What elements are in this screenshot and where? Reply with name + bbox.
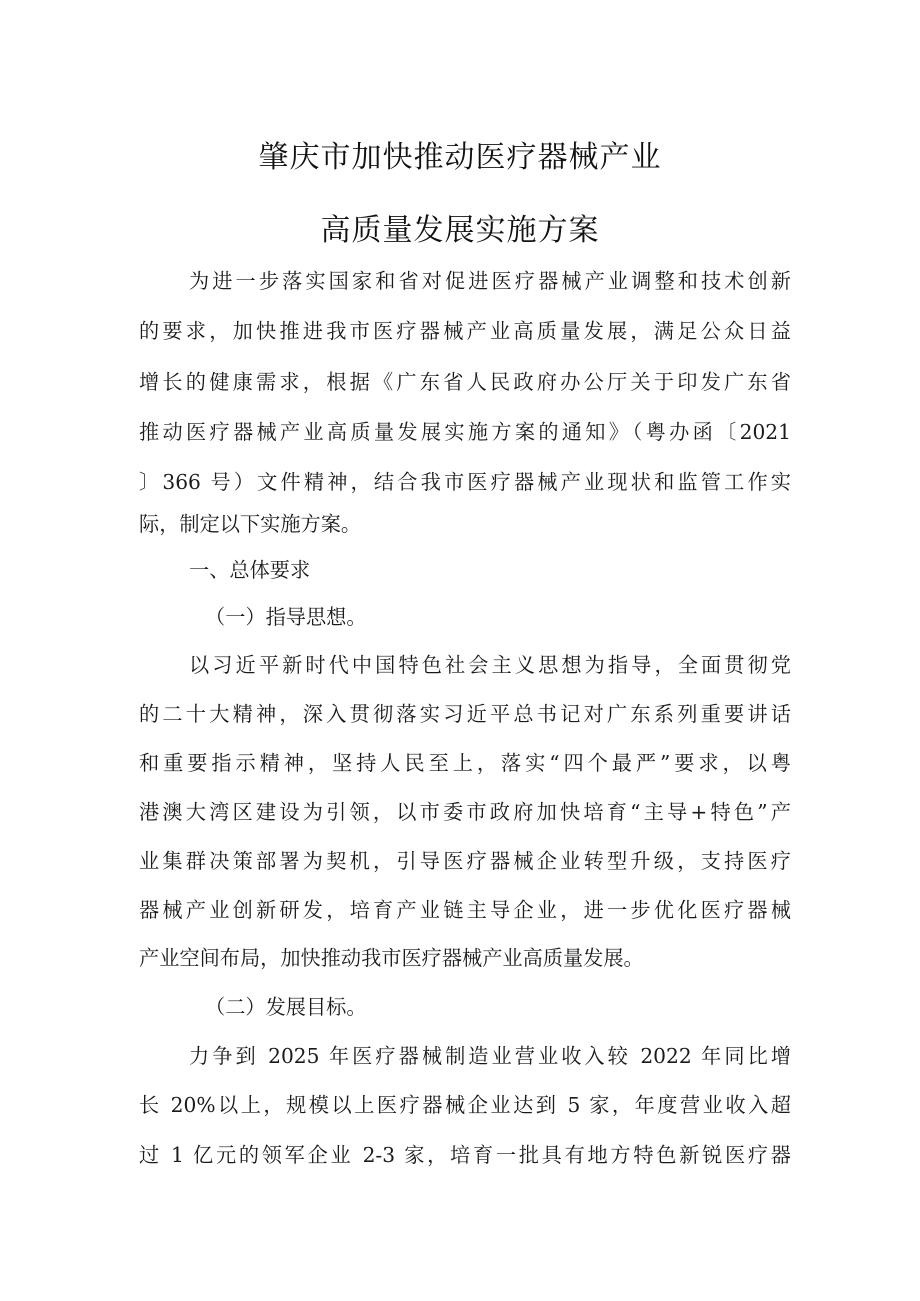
body-line: 力争到 2025 年医疗器械制造业营业收入较 2022 年同比增: [189, 1044, 791, 1068]
body-line: 和重要指示精神，坚持人民至上，落实“四个最严”要求，以粤: [139, 751, 791, 775]
subsection-heading: （二）发展目标。: [205, 995, 367, 1019]
body-line: 长 20%以上，规模以上医疗器械企业达到 5 家，年度营业收入超: [139, 1093, 791, 1117]
body-line: 的二十大精神，深入贯彻落实习近平总书记对广东系列重要讲话: [139, 702, 791, 726]
body-line: 业集群决策部署为契机，引导医疗器械企业转型升级，支持医疗: [139, 849, 791, 873]
intro-line: 推动医疗器械产业高质量发展实施方案的通知》（粤办函〔2021: [139, 420, 791, 444]
subsection-heading: （一）指导思想。: [205, 605, 367, 629]
section-heading: 一、总体要求: [189, 558, 311, 582]
body-line: 产业空间布局，加快推动我市医疗器械产业高质量发展。: [139, 946, 644, 970]
body-line: 器械产业创新研发，培育产业链主导企业，进一步优化医疗器械: [139, 898, 791, 922]
intro-line: 的要求，加快推进我市医疗器械产业高质量发展，满足公众日益: [139, 319, 791, 343]
intro-line: 增长的健康需求，根据《广东省人民政府办公厅关于印发广东省: [139, 370, 791, 394]
body-line: 过 1 亿元的领军企业 2-3 家，培育一批具有地方特色新锐医疗器: [139, 1143, 791, 1167]
body-line: 港澳大湾区建设为引领，以市委市政府加快培育“主导+特色”产: [139, 800, 791, 824]
document-title-line-2: 高质量发展实施方案: [320, 213, 600, 248]
body-line: 以习近平新时代中国特色社会主义思想为指导，全面贯彻党: [189, 653, 791, 677]
intro-line: 为进一步落实国家和省对促进医疗器械产业调整和技术创新: [189, 269, 791, 293]
intro-line: 〕366 号）文件精神，结合我市医疗器械产业现状和监管工作实: [139, 470, 791, 494]
intro-line: 际，制定以下实施方案。: [139, 512, 362, 536]
document-title-line-1: 肇庆市加快推动医疗器械产业: [258, 140, 662, 175]
